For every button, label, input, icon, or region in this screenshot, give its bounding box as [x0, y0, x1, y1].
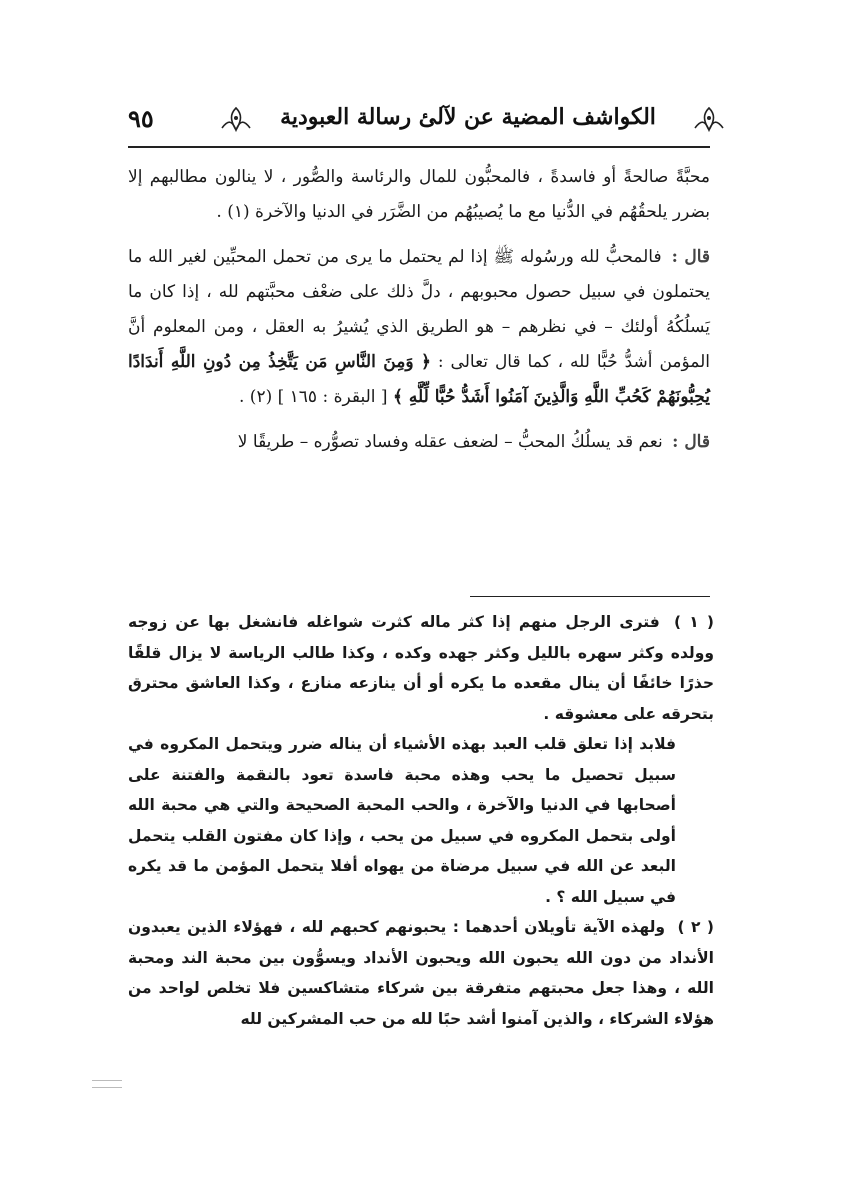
header-rule: [128, 146, 710, 148]
qala-label: قال :: [671, 247, 711, 267]
footnote-text: فترى الرجل منهم إذا كثر ماله كثرت شواغله فانشغل بها عن زوجه وولده وكثر سهره بالليل وكثر جهده وكده ، وكذا طالب الرياسة لا يزال قلقًا حذرًا خائفًا أن ينال مقعده ما يكره أو أن ينازعه منازع ، وكذا العاشق محترق بتحرقه على معشوقه .: [128, 613, 714, 723]
paragraph: محبَّةً صالحةً أو فاسدةً ، فالمحبُّون للمال والرئاسة والصُّور ، لا ينالون مطالبهم إلا بضرر يلحقُهُم في الدُّنيا مع ما يُصيبُهُم من الضَّرَر في الدنيا والآخرة (١) .: [128, 167, 710, 222]
page-header: [128, 100, 710, 150]
page-number: ٩٥: [128, 104, 154, 133]
footnote-separator: [470, 596, 710, 597]
quran-verse: ﴿ وَمِنَ النَّاسِ مَن يَتَّخِذُ مِن دُونِ اللَّهِ أَندَادًا يُحِبُّونَهُمْ كَحُبِّ اللَّهِ وَالَّذِينَ آمَنُوا أَشَدُّ حُبًّا لِّلَّهِ ﴾: [128, 352, 710, 407]
footnote-text: ولهذه الآية تأويلان أحدهما : يحبونهم كحبهم لله ، فهؤلاء الذين يعبدون الأنداد من دون الله يحبون الله ويحبون الأنداد ويسوُّون بين محبة الند ومحبة الله ، وهذا جعل محبتهم متفرقة بين شركاء متشاكسين فلا تخلص لواحد من هؤلاء الشركاء ، والذين آمنوا أشد حبًا لله من حب المشركين لله: [128, 918, 714, 1028]
paragraph: [128, 425, 710, 460]
footnotes: [128, 607, 714, 1034]
margin-mark: [92, 1080, 122, 1088]
paragraph: [128, 240, 710, 415]
verse-reference: [ البقرة : ١٦٥ ] (٢) .: [239, 387, 388, 407]
footnote-number: ( ٢ ): [677, 918, 715, 936]
footnote-1: [128, 607, 714, 729]
paragraph-text: نعم قد يسلُكُ المحبُّ – لضعف عقله وفساد تصوُّره – طريقًا لا: [237, 432, 663, 452]
paragraph-text: فالمحبُّ لله ورسُوله ﷺ إذا لم يحتمل ما يرى من تحمل المحبِّين لغير الله ما يحتملون في سبيل حصول محبوبهم ، دلَّ ذلك على ضعْف محبَّتهم لله ، إذا كان ما يَسلُكُهُ أولئك – في نظرهم – هو الطريق الذي يُشيرُ به العقل ، ومن المعلوم أنَّ المؤمن أشدُّ حُبًّا لله ، كما قال تعالى :: [128, 247, 711, 372]
ornament-icon: [693, 106, 725, 132]
footnote-number: ( ١ ): [673, 613, 715, 631]
qala-label: قال :: [672, 432, 710, 452]
footnote-1-continued: فلابد إذا تعلق قلب العبد بهذه الأشياء أن يناله ضرر ويتحمل المكروه في سبيل تحصيل ما يحب وهذه محبة فاسدة تعود بالنقمة والفتنة على أصحابها في الدنيا والآخرة ، والحب المحبة الصحيحة والتي هي محبة الله أولى بتحمل المكروه في سبيل من يحب ، وإذا كان مفتون القلب يتحمل البعد عن الله في سبيل مرضاة من يهواه أفلا يتحمل المؤمن ما قد يكره في سبيل الله ؟ .: [128, 735, 676, 906]
footnote-2: [128, 912, 714, 1034]
main-text: [128, 160, 710, 470]
running-title: الكواشف المضية عن لآلئ رسالة العبودية: [280, 104, 656, 130]
